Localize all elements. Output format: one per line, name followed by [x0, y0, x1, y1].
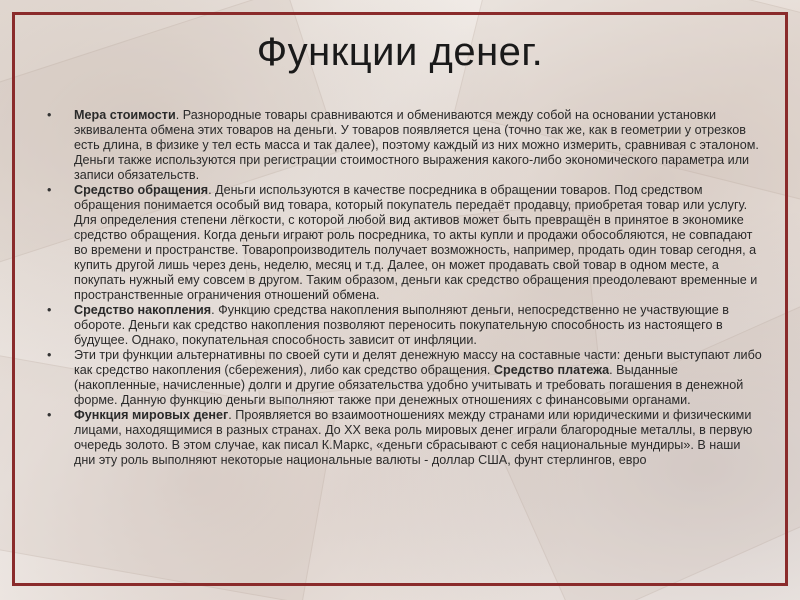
bullet-term: Средство накопления: [74, 303, 212, 317]
bullet-text: . Деньги используются в качестве посредника в обращении товаров. Под средством обращения понимается особый вид товара, который покупатель передаёт продавцу, приобретая товар или услугу. Для определения степени лёгкости, с которой любой вид активов может быть превращён в принятое в экономике средство обращения. Когда деньги играют роль посредника, то акты купли и продажи обособляются, не совпадают во времени и пространстве. Товаропроизводитель получает возможность, например, продать один товар сегодня, а купить другой лишь через день, неделю, месяц и т.д. Далее, он может продавать свой товар в одном месте, а покупать нужный ему совсем в другом. Таким образом, деньги как средство обращения преодолевают временные и пространственные ограничения отношений обмена.: [74, 183, 758, 302]
bullet-text: . Функцию средства накопления выполняют деньги, непосредственно не участвующие в обороте. Деньги как средство накопления позволяют переносить покупательную способность из настоящего в будущее. Однако, покупательная способность зависит от инфляции.: [74, 303, 729, 347]
bullet-item: [47, 348, 762, 408]
bullet-item: [47, 303, 762, 348]
bullet-list: [47, 108, 762, 468]
bullet-term: Средство платежа: [493, 363, 610, 377]
bullet-item: [47, 183, 762, 303]
bullet-item: [47, 408, 762, 468]
slide-title: Функции денег.: [256, 30, 544, 74]
bullet-text: . Разнородные товары сравниваются и обмениваются между собой на основании установки эквивалента обмена этих товаров на деньги. У товаров появляется цена (точно так же, как в геометрии у отрезков есть длина, в физике у тел есть масса и так далее), поэтому каждый из них можно измерить, сравнивая с эталоном. Деньги также используются при регистрации стоимостного выражения какого-либо экономического параметра или записи обязательств.: [74, 108, 759, 182]
bullet-text: Эти три функции альтернативны по своей сути и делят денежную массу на составные части: деньги выступают либо как средство накопления (сбережения), либо как средство обращения.: [74, 348, 762, 377]
bullet-term: Функция мировых денег: [74, 408, 229, 422]
bullet-text: . Выданные (накопленные, начисленные) долги и другие обязательства удобно учитывать и требовать погашения в денежной форме. Данную функцию деньги выполняют также при денежных отношениях с финансовыми органами.: [74, 363, 744, 407]
bullet-term: Мера стоимости: [74, 108, 176, 122]
bullet-term: Средство обращения: [74, 183, 209, 197]
bullet-item: [47, 108, 762, 183]
bullet-text: . Проявляется во взаимоотношениях между странами или юридическими и физическими лицами, находящимися в разных странах. До XX века роль мировых денег играли благородные металлы, в первую очередь золото. В этом случае, как писал К.Маркс, «деньги сбрасывают с себя национальные мундиры». В наши дни эту роль выполняют некоторые национальные валюты - доллар США, фунт стерлингов, евро: [74, 408, 753, 467]
